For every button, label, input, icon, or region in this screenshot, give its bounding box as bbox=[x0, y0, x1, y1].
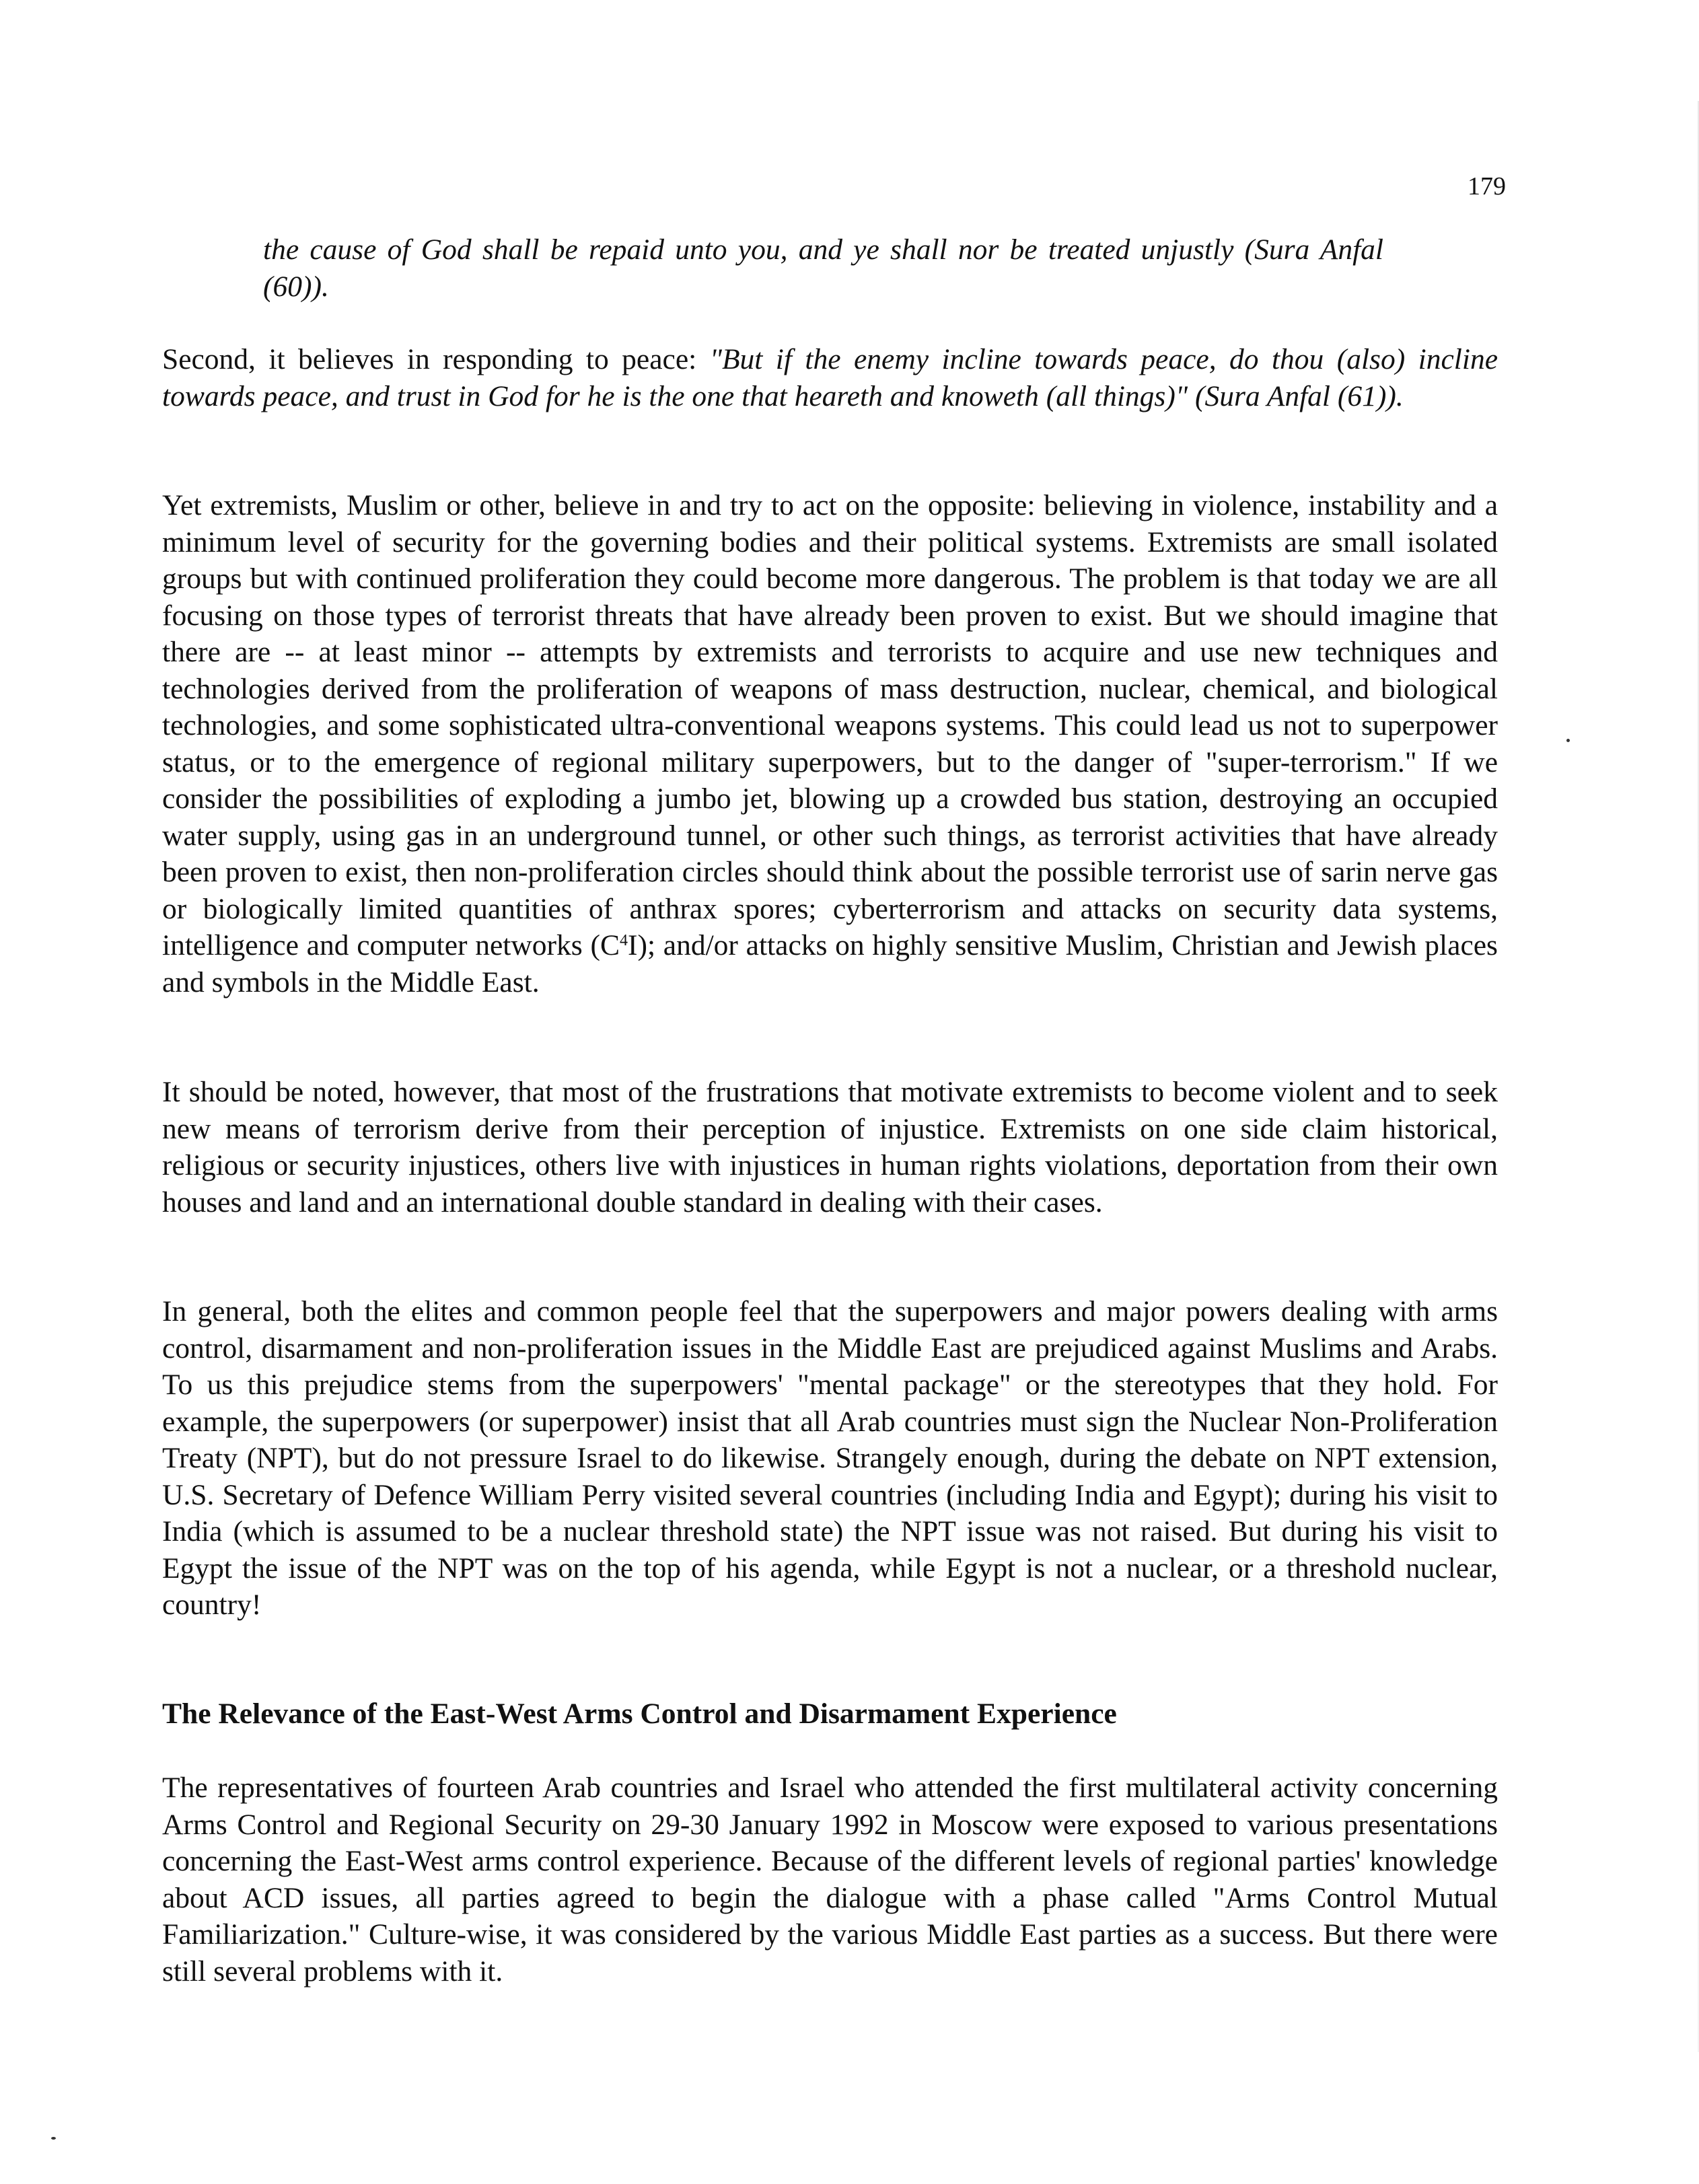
paragraph-injustice: It should be noted, however, that most of the frustrations that motivate extremists to become violent and to seek new means of terrorism derive from their perception of injustice. Extremists on one side claim historical, religious or security injustices, others live with injustices in human rights violations, deportation from their own houses and land and an international double standard in dealing with their cases. bbox=[162, 1076, 1498, 1218]
paragraph-text-continued: I); and/or attacks on highly sensitive Muslim, Christian and Jewish places and symbols in the Middle East. bbox=[162, 929, 1498, 998]
paragraph-representatives: The representatives of fourteen Arab countries and Israel who attended the first multilateral activity concerning Arms Control and Regional Security on 29-30 January 1992 in Moscow were exposed to various presentations concerning the East-West arms control experience. Because of the different levels of regional parties' knowledge about ACD issues, all parties agreed to begin the dialogue with a phase called "Arms Control Mutual Familiarization." Culture-wise, it was considered by the various Middle East parties as a success. But there were still several problems with it. bbox=[162, 1772, 1498, 1988]
paragraph-prejudice: In general, both the elites and common people feel that the superpowers and major powers dealing with arms control, disarmament and non-proliferation issues in the Middle East are prejudiced against Muslims and Arabs. To us this prejudice stems from the superpowers' "mental package" or the stereotypes that they hold. For example, the superpowers (or superpower) insist that all Arab countries must sign the Nuclear Non-Proliferation Treaty (NPT), but do not pressure Israel to do likewise. Strangely enough, during the debate on NPT extension, U.S. Secretary of Defence William Perry visited several countries (including India and Egypt); during his visit to India (which is assumed to be a nuclear threshold state) the NPT issue was not raised. But during his visit to Egypt the issue of the NPT was on the top of his agenda, while Egypt is not a nuclear, or a threshold nuclear, country! bbox=[162, 1295, 1498, 1621]
paragraph-responding-to-peace bbox=[162, 341, 1498, 414]
paragraph-text: Yet extremists, Muslim or other, believe in and try to act on the opposite: believing in violence, instability and a minimum level of security for the governing bodies and their political systems. Extremists are small isolated groups but with continued proliferation they could become more dangerous. The problem is that today we are all focusing on those types of terrorist threats that have already been proven to exist. But we should imagine that there are -- at least minor -- attempts by extremists and terrorists to acquire and use new techniques and technologies derived from the proliferation of weapons of mass destruction, nuclear, chemical, and biological technologies, and some sophisticated ultra-conventional weapons systems. This could lead us not to superpower status, or to the emergence of regional military superpowers, but to the danger of "super-terrorism." If we consider the possibilities of exploding a jumbo jet, blowing up a crowded bus station, destroying an occupied water supply, using gas in an underground tunnel, or other such things, as terrorist activities that have already been proven to exist, then non-proliferation circles should think about the possible terrorist use of sarin nerve gas or biologically limited quantities of anthrax spores; cyberterrorism and attacks on security data systems, intelligence and computer networks (C bbox=[162, 489, 1498, 961]
section-heading: The Relevance of the East-West Arms Control and Disarmament Experience bbox=[162, 1698, 1117, 1730]
scan-speck bbox=[51, 2137, 56, 2140]
quote-continuation: the cause of God shall be repaid unto you, and ye shall nor be treated unjustly (Sura Anfal (60)). bbox=[263, 233, 1383, 303]
paragraph-extremists bbox=[162, 487, 1498, 1000]
paragraph-lead-text: Second, it believes in responding to peace: bbox=[162, 343, 710, 375]
superscript: 4 bbox=[619, 932, 628, 949]
page-number: 179 bbox=[1468, 172, 1506, 201]
quran-quote: "But if the enemy incline towards peace, do thou (also) incline towards peace, and trust in God for he is the one that heareth and knoweth (all things)" (Sura Anfal (61)). bbox=[162, 343, 1498, 412]
scan-speck bbox=[1566, 739, 1570, 742]
